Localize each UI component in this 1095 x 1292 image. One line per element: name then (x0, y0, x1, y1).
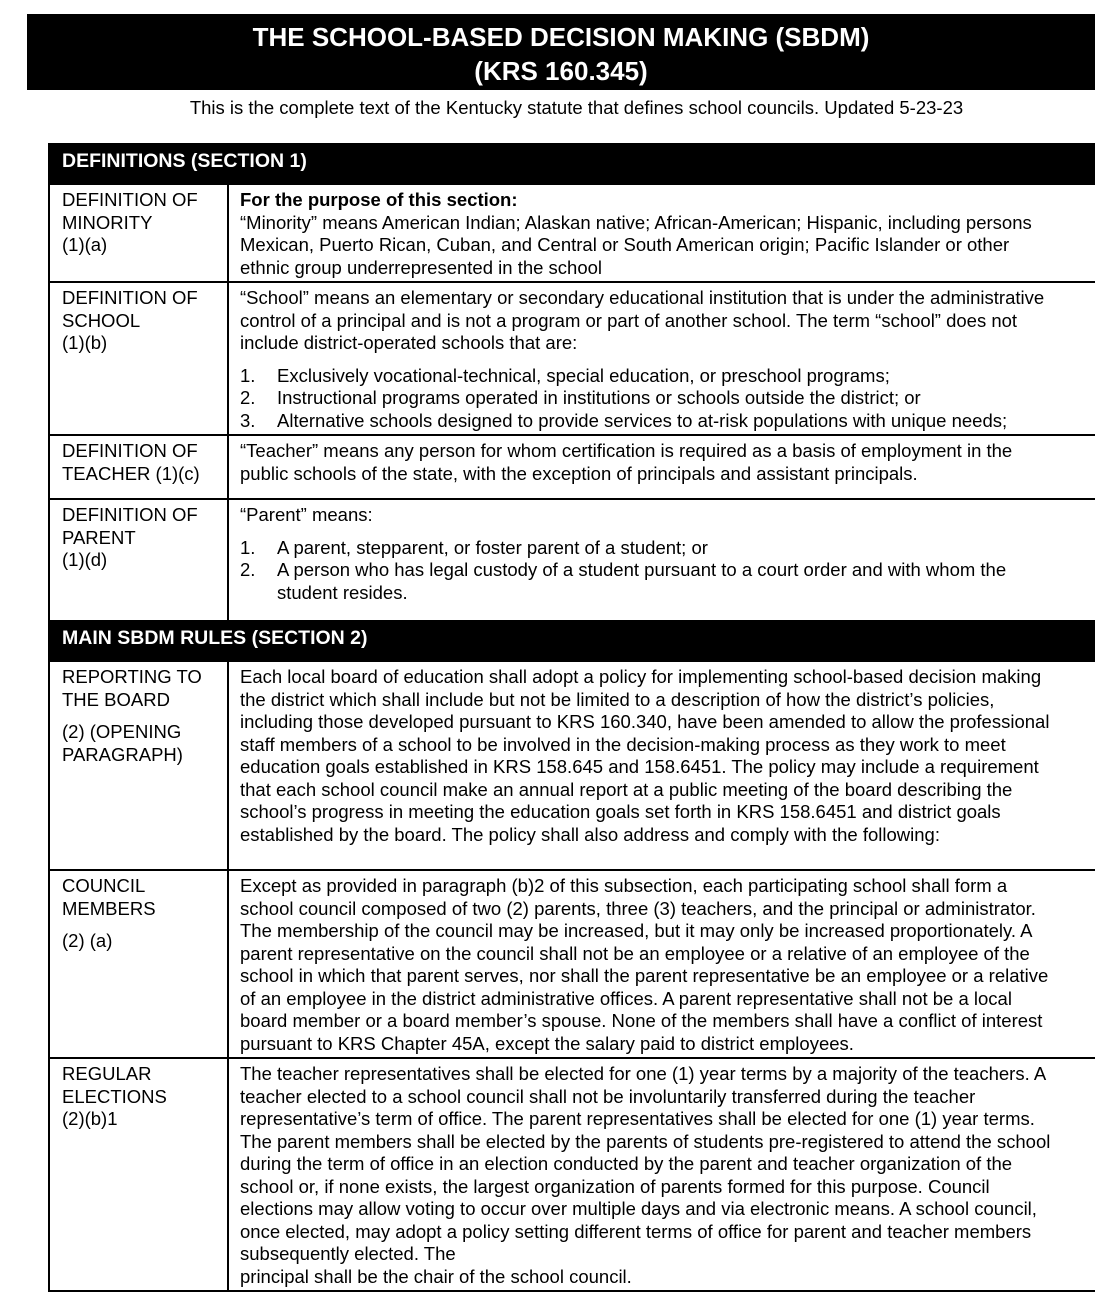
text-line: education goals established in KRS 158.645 and 158.6451. The policy may include a requirement (240, 756, 1039, 777)
document-title-banner (27, 14, 1095, 90)
text-line: MINORITY (62, 211, 153, 233)
text-line (62, 920, 227, 930)
row-label (49, 282, 228, 435)
text-line: board member or a board member’s spouse. None of the members shall have a conflict of interest (240, 1010, 1043, 1031)
text-line: (2)(b)1 (62, 1108, 118, 1129)
text-line: (2) (OPENING (62, 721, 182, 742)
row-label-lines (62, 1063, 227, 1131)
row-content (228, 184, 1095, 282)
row-label-lines (62, 440, 227, 485)
row-label (49, 661, 228, 870)
text-line: subsequently elected. The (240, 1243, 456, 1264)
text-line: school council composed of two (2) parents, three (3) teachers, and the principal or administrator. (240, 897, 1036, 919)
row-content (228, 282, 1095, 435)
text-line: established by the board. The policy shall also address and comply with the following: (240, 823, 940, 845)
lead-text: For the purpose of this section: (240, 189, 518, 210)
text-line: school’s progress in meeting the education goals set forth in KRS 158.6451 and district goals (240, 801, 1001, 822)
row-label (49, 184, 228, 282)
paragraph (240, 440, 1095, 485)
row-content (228, 435, 1095, 499)
list-item (240, 365, 1095, 388)
text-line: DEFINITION OF (62, 440, 198, 461)
text-line: school or, if none exists, the largest organization of parents formed for this purpose. Council (240, 1175, 990, 1197)
list-item-number: 2. (240, 387, 256, 408)
text-line: staff members of a school to be involved in the decision-making process as they work to meet (240, 733, 1006, 755)
text-line: The parent members shall be elected by the parents of students pre-registered to attend the school (240, 1130, 1051, 1152)
row-label-lines (62, 287, 227, 355)
row-label (49, 435, 228, 499)
paragraph (240, 666, 1095, 846)
paragraph (240, 875, 1095, 1055)
text-line: (1)(d) (62, 549, 108, 570)
text-line: “Minority” means American Indian; Alaskan native; African-American; Hispanic, including persons (240, 211, 1032, 233)
text-line: ethnic group underrepresented in the school (240, 256, 603, 278)
text-line: Each local board of education shall adopt a policy for implementing school-based decision making (240, 666, 1042, 687)
list-item-text: A person who has legal custody of a student pursuant to a court order and with whom the (277, 559, 1007, 580)
list-item-number: 1. (240, 536, 256, 558)
statute-row (49, 499, 1095, 621)
list-item-text: Alternative schools designed to provide services to at-risk populations with unique needs; (277, 409, 1008, 431)
text-line: school in which that parent serves, nor shall the parent representative be an employee or a relative (240, 965, 1049, 986)
paragraph (240, 212, 1095, 280)
text-line: DEFINITION OF (62, 287, 198, 308)
text-line: (1)(a) (62, 234, 108, 255)
paragraph (240, 287, 1095, 355)
text-line: TEACHER (1)(c) (62, 462, 200, 484)
text-line: COUNCIL (62, 875, 146, 896)
text-line: pursuant to KRS Chapter 45A, except the salary paid to district employees. (240, 1032, 854, 1054)
text-line: once elected, may adopt a policy setting different terms of office for parent and teacher members (240, 1220, 1032, 1242)
text-line: the district which shall include but not be limited to a description of how the district’s policies, (240, 688, 995, 710)
list-item (240, 410, 1095, 433)
text-line: “Parent” means: (240, 504, 373, 525)
text-line: parent representative on the council shall not be an employee or a relative of an employee of the (240, 942, 1030, 964)
text-line: elections may allow voting to occur over multiple days and via electronic means. A school council, (240, 1198, 1037, 1219)
statute-row (49, 870, 1095, 1058)
text-line: ELECTIONS (62, 1085, 167, 1107)
document-statute-number: (KRS 160.345) (474, 56, 648, 86)
list-item-number: 1. (240, 364, 256, 386)
list-item (240, 559, 1095, 604)
row-content (228, 661, 1095, 870)
section-heading-row (49, 144, 1095, 184)
numbered-list (240, 365, 1095, 433)
text-line (62, 711, 227, 721)
text-line: including those developed pursuant to KRS 160.340, have been amended to allow the professional (240, 711, 1050, 732)
text-line: REGULAR (62, 1063, 152, 1084)
statute-row (49, 1058, 1095, 1291)
text-line: The teacher representatives shall be elected for one (1) year terms by a majority of the teachers. A (240, 1063, 1047, 1084)
text-line: principal shall be the chair of the school council. (240, 1265, 632, 1287)
row-label (49, 870, 228, 1058)
row-label-lines (62, 504, 227, 572)
text-line: REPORTING TO (62, 666, 202, 687)
statute-row (49, 282, 1095, 435)
row-label-lines (62, 189, 227, 257)
text-line: that each school council make an annual report at a public meeting of the board describing the (240, 778, 1013, 800)
text-line: PARENT (62, 526, 136, 548)
list-item-text: Exclusively vocational-technical, special education, or preschool programs; (277, 364, 890, 386)
paragraph (240, 504, 1095, 527)
text-line: DEFINITION OF (62, 189, 198, 210)
numbered-list (240, 537, 1095, 605)
paragraph (240, 1063, 1095, 1288)
statute-table-container (48, 143, 1095, 1287)
text-line: teacher elected to a school council shall not be involuntarily transferred during the teacher (240, 1085, 976, 1107)
text-line: during the term of office in an election conducted by the parent and teacher organization of the (240, 1153, 1013, 1174)
list-item-text: A parent, stepparent, or foster parent of a student; or (277, 536, 708, 558)
text-line: MEMBERS (62, 897, 156, 919)
statute-row (49, 184, 1095, 282)
text-line: of an employee in the district administrative offices. A parent representative shall not be a local (240, 987, 1012, 1009)
row-label (49, 499, 228, 621)
row-label-lines (62, 875, 227, 953)
list-item (240, 537, 1095, 560)
statute-row (49, 661, 1095, 870)
text-line: The membership of the council may be increased, but it may only be increased proportionately. A (240, 920, 1033, 941)
text-line: THE BOARD (62, 688, 170, 710)
row-label-lines (62, 666, 227, 766)
document-title: THE SCHOOL-BASED DECISION MAKING (SBDM) (252, 22, 870, 52)
list-item-number: 2. (240, 559, 256, 580)
section-heading: MAIN SBDM RULES (SECTION 2) (49, 621, 1095, 661)
row-content (228, 1058, 1095, 1291)
text-line: SCHOOL (62, 309, 141, 331)
text-line: “School” means an elementary or secondary educational institution that is under the administrative (240, 287, 1045, 308)
document-subtitle: This is the complete text of the Kentucky statute that defines school councils. Updated 5-23-23 (189, 97, 964, 118)
row-content (228, 499, 1095, 621)
text-line: Except as provided in paragraph (b)2 of this subsection, each participating school shall form a (240, 875, 1008, 896)
text-line: DEFINITION OF (62, 504, 198, 525)
text-line: control of a principal and is not a program or part of another school. The term “school” does not (240, 309, 1018, 331)
statute-row (49, 435, 1095, 499)
list-item-text: Instructional programs operated in institutions or schools outside the district; or (277, 387, 921, 408)
list-item-number: 3. (240, 409, 256, 431)
statute-table (48, 143, 1095, 1292)
section-heading-row (49, 621, 1095, 661)
text-line: representative’s term of office. The parent representatives shall be elected for one (1) year terms. (240, 1108, 1035, 1129)
text-line: PARAGRAPH) (62, 743, 183, 765)
list-item (240, 387, 1095, 410)
text-line: (2) (a) (62, 930, 113, 951)
list-item-text: student resides. (277, 581, 408, 603)
text-line: (1)(b) (62, 332, 108, 353)
row-label (49, 1058, 228, 1291)
section-heading: DEFINITIONS (SECTION 1) (49, 144, 1095, 184)
row-content (228, 870, 1095, 1058)
text-line: Mexican, Puerto Rican, Cuban, and Central or South American origin; Pacific Islander or other (240, 234, 1010, 255)
text-line: include district-operated schools that are: (240, 332, 578, 353)
text-line: public schools of the state, with the exception of principals and assistant principals. (240, 462, 918, 484)
text-line: “Teacher” means any person for whom certification is required as a basis of employment in the (240, 440, 1013, 461)
